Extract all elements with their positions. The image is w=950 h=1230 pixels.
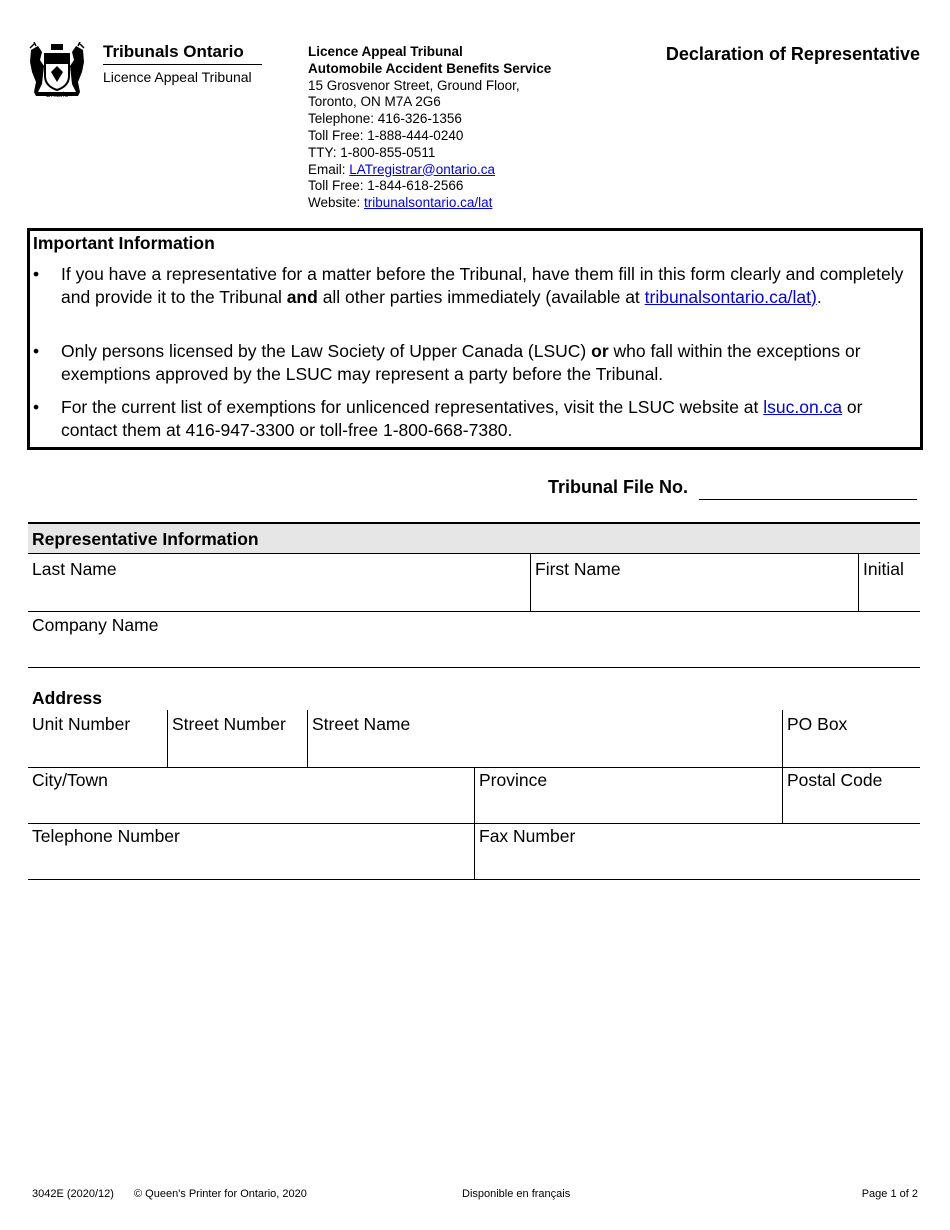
divider — [474, 767, 475, 823]
company-name-field[interactable] — [28, 638, 918, 666]
address-toll-free: Toll Free: 1-888-444-0240 — [308, 127, 464, 143]
street-number-field[interactable] — [169, 738, 305, 766]
po-box-label: PO Box — [787, 714, 848, 734]
logo-caption: Ontario — [45, 92, 69, 99]
website-link[interactable]: tribunalsontario.ca/lat — [364, 195, 493, 211]
postal-code-label: Postal Code — [787, 770, 883, 790]
address-website-row — [308, 195, 551, 212]
last-name-label: Last Name — [32, 559, 117, 579]
bullet: • — [33, 341, 40, 361]
org-name: Tribunals Ontario — [103, 42, 244, 61]
fax-field[interactable] — [476, 850, 918, 878]
row-divider — [28, 879, 920, 880]
address-line-city: Toronto, ON M7A 2G6 — [308, 94, 441, 110]
french-availability: Disponible en français — [462, 1188, 571, 1200]
province-label: Province — [479, 770, 548, 790]
unit-number-label: Unit Number — [32, 714, 131, 734]
telephone-label: Telephone Number — [32, 826, 180, 846]
important-information-title: Important Information — [33, 233, 215, 253]
info-item-2-part2: who fall within the exceptions or exemptions approved by the LSUC may represent a party before the Tribunal. — [61, 341, 861, 384]
info-item-3-text — [61, 396, 914, 441]
address-tty: TTY: 1-800-855-0511 — [308, 144, 436, 160]
website-label: Website: — [308, 195, 365, 211]
first-name-label: First Name — [535, 559, 621, 579]
unit-number-field[interactable] — [28, 738, 165, 766]
divider — [782, 767, 783, 823]
page-number: Page 1 of 2 — [861, 1188, 918, 1200]
address-line-service: Automobile Accident Benefits Service — [308, 60, 552, 76]
info-item-1-part1: If you have a representative for a matter before the Tribunal, have them fill in this form clearly and completely and provide it to the Tribunal — [61, 264, 904, 307]
address-telephone: Telephone: 416-326-1356 — [308, 111, 462, 127]
org-subtitle: Licence Appeal Tribunal — [103, 69, 252, 85]
address-toll-free-2: Toll Free: 1-844-618-2566 — [308, 178, 464, 194]
first-name-field[interactable] — [532, 582, 856, 610]
divider — [530, 554, 531, 611]
bullet: • — [33, 264, 40, 284]
company-name-label: Company Name — [32, 615, 159, 635]
info-item-1-part2: all other parties immediately (available at — [317, 286, 645, 307]
info-item-2-bold: or — [591, 341, 609, 361]
row-divider — [28, 611, 920, 612]
info-item-1-bold: and — [286, 286, 318, 307]
info-item-2-part1: Only persons licensed by the Law Society of Upper Canada (LSUC) — [61, 341, 592, 361]
fax-label: Fax Number — [479, 826, 576, 846]
divider — [474, 823, 475, 879]
divider — [307, 710, 308, 767]
divider — [167, 710, 168, 767]
divider — [858, 554, 859, 611]
bullet: • — [33, 397, 40, 417]
initial-label: Initial — [863, 559, 904, 579]
lsuc-website-link[interactable]: lsuc.on.ca — [763, 397, 843, 417]
address-block — [308, 44, 551, 212]
email-link[interactable]: LATregistrar@ontario.ca — [349, 161, 496, 177]
telephone-field[interactable] — [28, 850, 472, 878]
copyright: © Queen's Printer for Ontario, 2020 — [134, 1188, 307, 1200]
po-box-field[interactable] — [784, 738, 918, 766]
province-field[interactable] — [476, 794, 780, 822]
tribunal-file-no-field[interactable] — [699, 499, 917, 500]
document-title: Declaration of Representative — [665, 44, 920, 64]
representative-information-title: Representative Information — [32, 529, 259, 549]
street-number-label: Street Number — [172, 714, 286, 734]
form-code: 3042E (2020/12) — [32, 1188, 114, 1200]
row-divider — [28, 667, 920, 668]
email-label: Email: — [308, 161, 350, 177]
info-item-3-part2: or contact them at 416-947-3300 or toll-free 1-800-668-7380. — [61, 397, 863, 440]
address-title: Address — [32, 688, 103, 708]
last-name-field[interactable] — [28, 582, 528, 610]
important-information-box — [27, 228, 923, 450]
representative-information-header — [28, 522, 920, 554]
org-name-divider — [103, 64, 262, 65]
info-item-1-text — [61, 263, 914, 308]
street-name-label: Street Name — [312, 714, 411, 734]
ontario-coat-of-arms-logo — [28, 42, 86, 102]
city-field[interactable] — [28, 794, 472, 822]
info-item-2-text — [61, 340, 914, 385]
street-name-field[interactable] — [309, 738, 780, 766]
initial-field[interactable] — [860, 582, 918, 610]
divider — [782, 710, 783, 767]
address-email-row — [308, 162, 551, 179]
info-item-3-part1: For the current list of exemptions for unlicenced representatives, visit the LSUC website at — [61, 397, 764, 417]
address-line-tribunal: Licence Appeal Tribunal — [308, 44, 463, 59]
tribunal-website-link[interactable]: tribunalsontario.ca/lat) — [644, 286, 817, 307]
address-line-street: 15 Grosvenor Street, Ground Floor, — [308, 77, 520, 93]
info-item-1-part3: . — [816, 286, 822, 307]
postal-code-field[interactable] — [784, 794, 918, 822]
tribunal-file-no-label: Tribunal File No. — [548, 477, 689, 497]
city-label: City/Town — [32, 770, 108, 790]
